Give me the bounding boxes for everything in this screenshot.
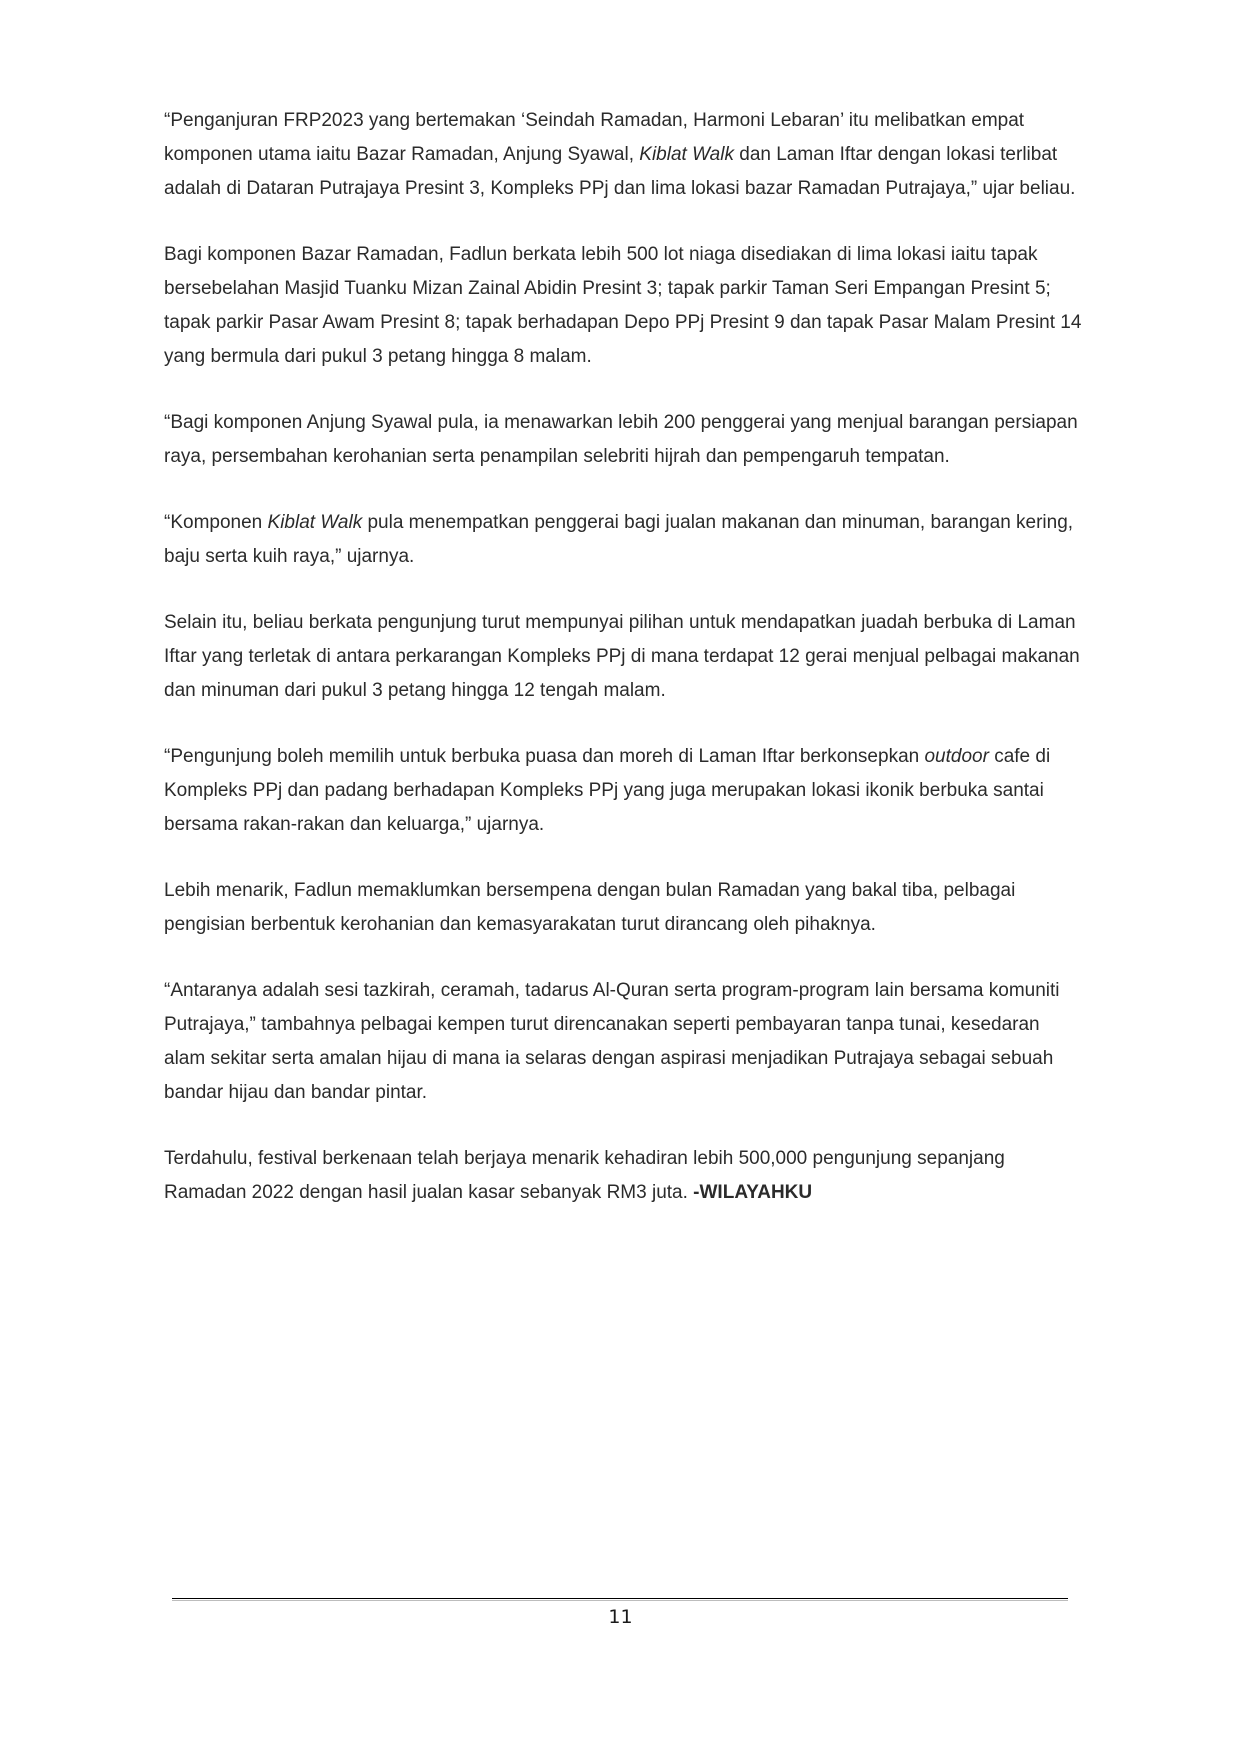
paragraph-7: Lebih menarik, Fadlun memaklumkan bersempena dengan bulan Ramadan yang bakal tiba, pelbagai pengisian berbentuk kerohanian dan kemasyarakatan turut dirancang oleh pihaknya.	[164, 880, 1016, 935]
paragraph-4-text-b: pula menempatkan penggerai bagi jualan makanan dan minuman, barangan kering, baju serta kuih raya,” ujarnya.	[164, 512, 1074, 567]
paragraph-4-italic: Kiblat Walk	[267, 512, 363, 533]
paragraph-1-text-a: “Penganjuran FRP2023 yang bertemakan ‘Seindah Ramadan, Harmoni Lebaran’ itu melibatkan empat komponen utama iaitu Bazar Ramadan, Anjung Syawal,	[164, 110, 1025, 165]
paragraph-5: Selain itu, beliau berkata pengunjung turut mempunyai pilihan untuk mendapatkan juadah berbuka di Laman Iftar yang terletak di antara perkarangan Kompleks PPj di mana terdapat 12 gerai menjual pelbagai makanan dan minuman dari pukul 3 petang hingga 12 tengah malam.	[164, 612, 1080, 701]
paragraph-8: “Antaranya adalah sesi tazkirah, ceramah, tadarus Al-Quran serta program-program lain bersama komuniti Putrajaya,” tambahnya pelbagai kempen turut direncanakan seperti pembayaran tanpa tunai, kesedaran alam sekitar serta amalan hijau di mana ia selaras dengan aspirasi menjadikan Putrajaya sebagai sebuah bandar hijau dan bandar pintar.	[164, 980, 1060, 1103]
source-credit: -WILAYAHKU	[693, 1182, 813, 1203]
paragraph-6-text-a: “Pengunjung boleh memilih untuk berbuka puasa dan moreh di Laman Iftar berkonsepkan	[164, 746, 925, 767]
article-body	[164, 104, 1084, 1242]
paragraph-6	[164, 740, 1084, 842]
paragraph-6-italic: outdoor	[924, 746, 989, 767]
paragraph-4-text-a: “Komponen	[164, 512, 268, 533]
paragraph-1-italic: Kiblat Walk	[639, 144, 734, 165]
paragraph-9-text-a: Terdahulu, festival berkenaan telah berjaya menarik kehadiran lebih 500,000 pengunjung sepanjang Ramadan 2022 dengan hasil jualan kasar sebanyak RM3 juta.	[164, 1148, 1005, 1203]
paragraph-3: “Bagi komponen Anjung Syawal pula, ia menawarkan lebih 200 penggerai yang menjual barangan persiapan raya, persembahan kerohanian serta penampilan selebriti hijrah dan pempengaruh tempatan.	[164, 412, 1078, 467]
paragraph-4	[164, 506, 1084, 574]
paragraph-9	[164, 1142, 1084, 1210]
page-number: 11	[608, 1606, 633, 1628]
paragraph-1-text-b: dan Laman Iftar dengan lokasi terlibat adalah di Dataran Putrajaya Presint 3, Kompleks PPj dan lima lokasi bazar Ramadan Putrajaya,” ujar beliau.	[164, 144, 1076, 199]
footer-rule-shadow	[172, 1600, 1068, 1601]
paragraph-1	[164, 104, 1084, 206]
paragraph-2: Bagi komponen Bazar Ramadan, Fadlun berkata lebih 500 lot niaga disediakan di lima lokasi iaitu tapak bersebelahan Masjid Tuanku Mizan Zainal Abidin Presint 3; tapak parkir Taman Seri Empangan Presint 5; tapak parkir Pasar Awam Presint 8; tapak berhadapan Depo PPj Presint 9 dan tapak Pasar Malam Presint 14 yang bermula dari pukul 3 petang hingga 8 malam.	[164, 244, 1082, 367]
paragraph-6-text-b: cafe di Kompleks PPj dan padang berhadapan Kompleks PPj yang juga merupakan lokasi ikonik berbuka santai bersama rakan-rakan dan keluarga,” ujarnya.	[164, 746, 1051, 835]
footer-divider	[172, 1598, 1068, 1599]
